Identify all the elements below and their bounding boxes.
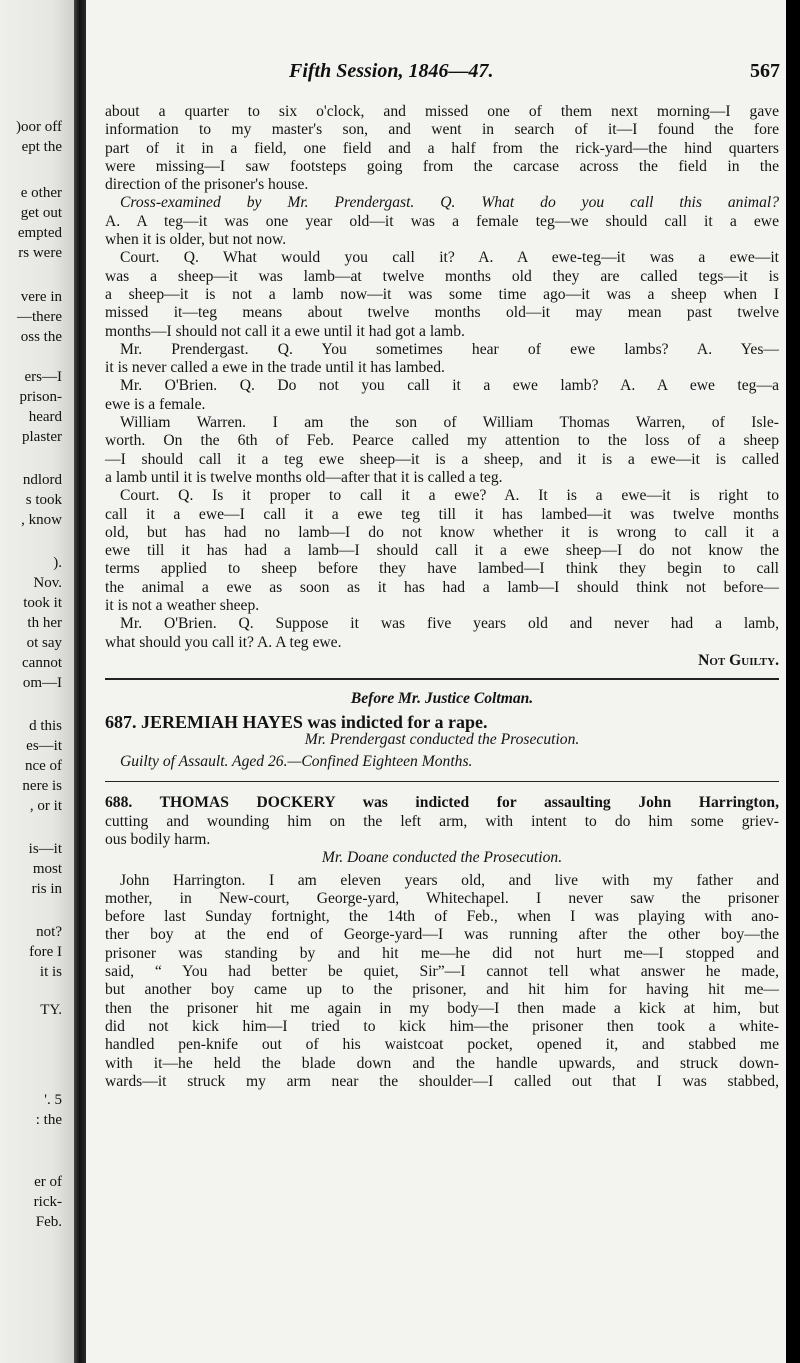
case-688-heading (105, 794, 779, 849)
paragraph-obrien (105, 377, 779, 414)
text-line: wards—it struck my arm near the shoulder—I called out that I was stabbed, (105, 1072, 779, 1090)
text-line: were missing—I saw footsteps going from the carcase across the field in the (105, 157, 779, 175)
facing-page-fragment: get out (20, 205, 62, 221)
text-line: when it is older, but not now. (105, 231, 287, 249)
running-header (86, 60, 786, 86)
facing-page-fragment: —there (17, 309, 62, 325)
facing-page-fragment: om—I (22, 675, 62, 691)
facing-page-fragment: fore I (29, 944, 62, 960)
section-divider (105, 781, 779, 782)
facing-page-fragment: is—it (28, 841, 62, 857)
facing-page-fragment: ris in (31, 881, 62, 897)
facing-page-fragment: it is (39, 964, 62, 980)
page-body (105, 103, 779, 1091)
text-line: ewe till it has had a lamb—I should call it a ewe sheep—I do not know the (105, 542, 779, 560)
paragraph-court-question (105, 249, 779, 340)
left-page-edge (0, 0, 74, 1363)
section-divider (105, 678, 779, 680)
facing-page-fragment: vere in (20, 289, 62, 305)
text-line: mother, in New-court, George-yard, Whitechapel. I never saw the prisoner (105, 889, 779, 907)
facing-page-fragment: most (32, 861, 62, 877)
paragraph-william-warren (105, 414, 779, 487)
facing-page-fragment: , know (21, 512, 62, 528)
paragraph-cross-examination (105, 194, 779, 249)
facing-page-fragment: empted (17, 225, 62, 241)
facing-page-fragment: ept the (21, 139, 62, 155)
text-line: Cross-examined by Mr. Prendergast. Q. What do you call this animal? (120, 194, 779, 212)
text-line: was a sheep—it was lamb—at twelve months old they are called tegs—it is (105, 267, 779, 285)
facing-page-fragment: prison- (19, 389, 62, 405)
facing-page-fragment: ers—I (24, 369, 62, 385)
case-688-prosecution: Mr. Doane conducted the Prosecution. (321, 849, 563, 867)
text-line: it is never called a ewe in the trade until it has lambed. (105, 359, 445, 377)
text-line: information to my master's son, and went in search of it—I found the fore (105, 121, 779, 139)
facing-page-fragment: er of (34, 1174, 62, 1190)
paragraph-prendergast (105, 341, 779, 378)
facing-page-fragment: d this (29, 718, 62, 734)
text-line: William Warren. I am the son of William Thomas Warren, of Isle- (120, 414, 779, 432)
facing-page-fragment: ). (53, 555, 62, 571)
paragraph-court-ewe (105, 487, 779, 615)
text-line: Mr. O'Brien. Q. Do not you call it a ewe lamb? A. A ewe teg—a (120, 377, 779, 395)
facing-page-fragment: heard (28, 409, 62, 425)
paragraph-john-harrington (105, 872, 779, 1092)
verdict-not-guilty: Not Guilty. (698, 651, 779, 669)
scan-border (786, 0, 800, 1363)
case-687-verdict: Guilty of Assault. Aged 26.—Confined Eighteen Months. (120, 753, 473, 771)
text-line: Court. Q. What would you call it? A. A ewe-teg—it was a ewe—it (120, 249, 779, 267)
facing-page-fragment: s took (25, 492, 62, 508)
facing-page-fragment: cannot (22, 655, 62, 671)
text-line: prisoner was standing by and hit me—he did not hurt me—I stopped and (105, 944, 779, 962)
facing-page-fragment: es—it (26, 738, 62, 754)
text-line: but another boy came up to the prisoner, and hit him for having hit me— (105, 981, 779, 999)
text-line: said, “ You had better be quiet, Sir”—I cannot tell what answer he made, (105, 963, 779, 981)
text-line: terms applied to sheep before they have lambed—I think they begin to call (105, 560, 779, 578)
text-line: it is not a weather sheep. (105, 597, 260, 615)
text-line: ther boy at the end of George-yard—I was running after the other boy—the (105, 926, 779, 944)
case-687-prosecution: Mr. Prendergast conducted the Prosecution. (304, 730, 580, 748)
text-line: Mr. Prendergast. Q. You sometimes hear of ewe lambs? A. Yes— (120, 340, 779, 358)
facing-page-fragment: '. 5 (44, 1092, 62, 1108)
text-line: call it a ewe—I call it a ewe teg till it has lambed—it was twelve months (105, 505, 779, 523)
right-page (86, 0, 786, 1363)
text-line: missed it—teg means about twelve months old—it may mean past twelve (105, 304, 779, 322)
facing-page-fragment: Feb. (35, 1214, 62, 1230)
facing-page-fragment: TY. (40, 1002, 62, 1018)
facing-page-fragment: nce of (24, 758, 62, 774)
text-line: old, but has had no lamb—I do not know whether it is wrong to call it a (105, 523, 779, 541)
session-title: Fifth Session, 1846—47. (289, 60, 494, 82)
text-line: before last Sunday fortnight, the 14th of Feb., when I was playing with ano- (105, 908, 779, 926)
book-gutter (74, 0, 86, 1363)
paragraph-obrien-final (105, 615, 779, 652)
text-line: Court. Q. Is it proper to call it a ewe? A. It is a ewe—it is right to (120, 487, 779, 505)
facing-page-fragment: plaster (22, 429, 62, 445)
text-line: then the prisoner hit me again in my body—I then made a kick at him, but (105, 999, 779, 1017)
facing-page-fragment: took it (23, 595, 62, 611)
facing-page-fragment: rick- (33, 1194, 62, 1210)
facing-page-fragment: oss the (20, 329, 62, 345)
text-line: A. A teg—it was one year old—it was a female teg—we should call it a ewe (105, 212, 779, 230)
facing-page-fragment: Nov. (33, 575, 62, 591)
text-line: part of it in a field, one field and a half from the rick-yard—the hind quarters (105, 139, 779, 157)
judge-heading: Before Mr. Justice Coltman. (350, 690, 534, 708)
text-line: the animal a ewe as soon as it has had a lamb—I should think not before— (105, 578, 779, 596)
text-line: John Harrington. I am eleven years old, and live with my father and (120, 871, 779, 889)
text-line: direction of the prisoner's house. (105, 176, 309, 194)
text-line: a lamb until it is twelve months old—after that it is called a teg. (105, 468, 503, 486)
paragraph-testimony-continued (105, 103, 779, 194)
facing-page-fragment: , or it (29, 798, 62, 814)
text-line: —I should call it a teg ewe sheep—it is a sheep, and it is a ewe—it is called (105, 450, 779, 468)
text-line: cutting and wounding him on the left arm, with intent to do him some griev- (105, 812, 779, 830)
facing-page-fragment: th her (27, 615, 62, 631)
case-687-heading: 687. JEREMIAH HAYES was indicted for a rape. (105, 711, 488, 732)
facing-page-fragment: nere is (22, 778, 62, 794)
text-line: what should you call it? A. A teg ewe. (105, 633, 342, 651)
page-number: 567 (750, 60, 780, 82)
text-line: ous bodily harm. (105, 830, 211, 848)
text-line: about a quarter to six o'clock, and missed one of them next morning—I gave (105, 103, 779, 120)
text-line: 688. THOMAS DOCKERY was indicted for assaulting John Harrington, (105, 794, 779, 812)
text-line: Mr. O'Brien. Q. Suppose it was five years old and never had a lamb, (120, 615, 779, 633)
facing-page-fragment: e other (20, 185, 62, 201)
text-line: worth. On the 6th of Feb. Pearce called my attention to the loss of a sheep (105, 432, 779, 450)
facing-page-fragment: not? (36, 924, 62, 940)
facing-page-fragment: ndlord (22, 472, 62, 488)
facing-page-fragment: ot say (26, 635, 62, 651)
text-line: with it—he held the blade down and the handle upwards, and struck down- (105, 1054, 779, 1072)
facing-page-fragment: : the (35, 1112, 62, 1128)
facing-page-fragment: )oor off (16, 119, 62, 135)
facing-page-fragment: rs were (18, 245, 62, 261)
text-line: ewe is a female. (105, 395, 206, 413)
text-line: months—I should not call it a ewe until it had got a lamb. (105, 322, 465, 340)
text-line: a sheep—it is not a lamb now—it was some time ago—it was a sheep when I (105, 285, 779, 303)
text-line: did not kick him—I tried to kick him—the prisoner then took a white- (105, 1017, 779, 1035)
text-line: handled pen-knife out of his waistcoat pocket, opened it, and stabbed me (105, 1036, 779, 1054)
